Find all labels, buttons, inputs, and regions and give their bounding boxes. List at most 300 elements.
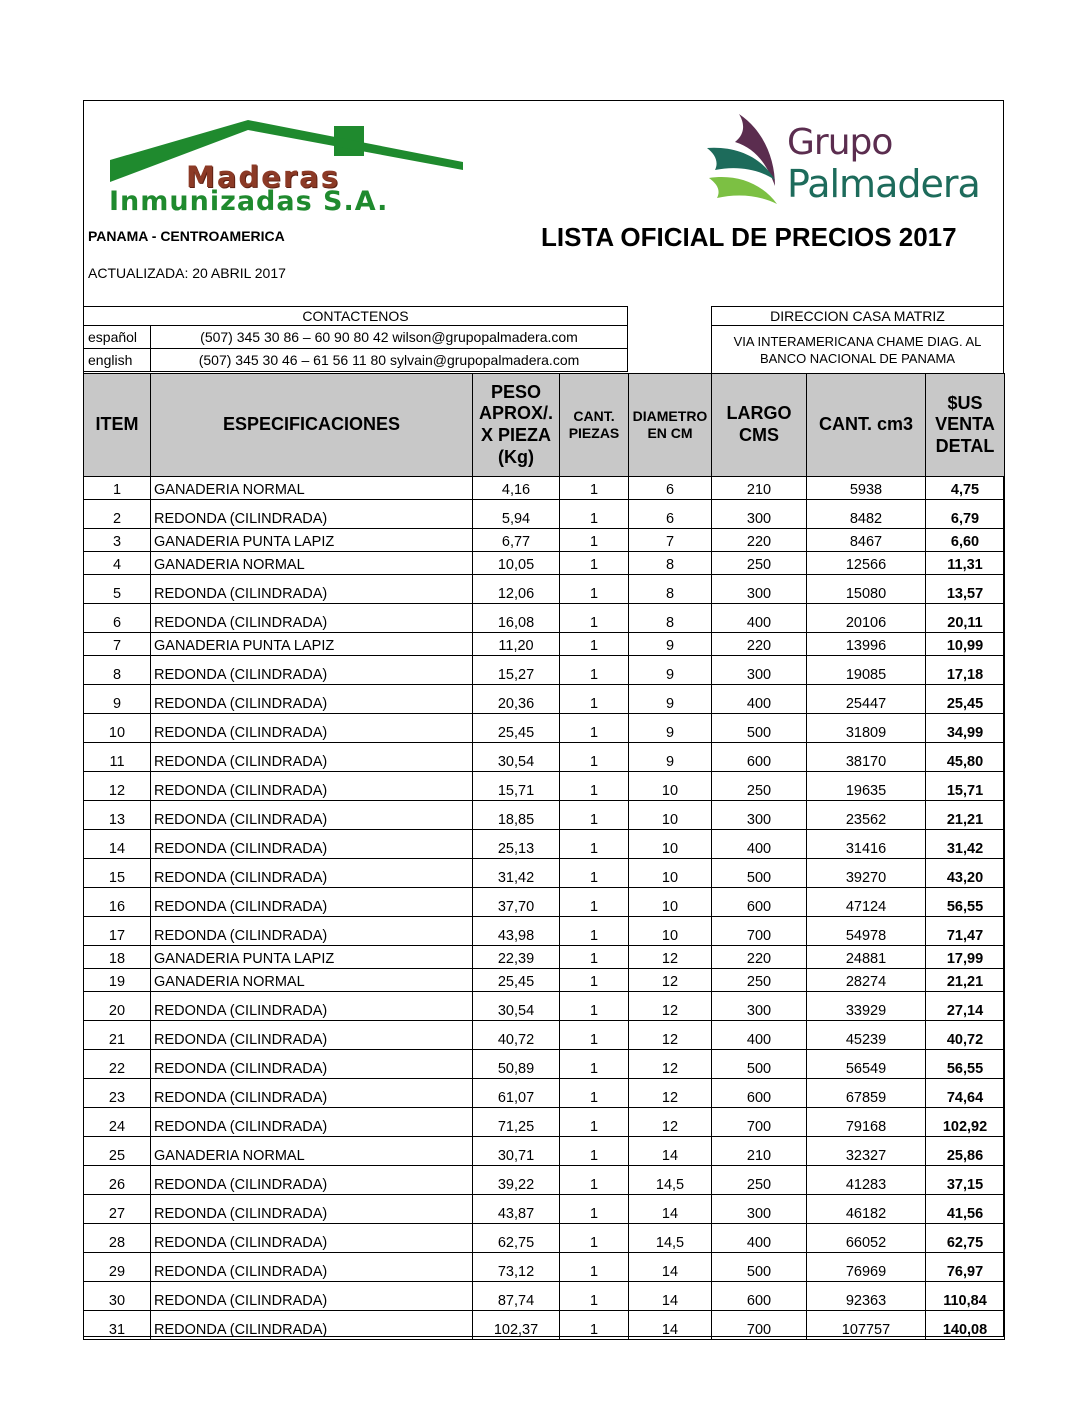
table-row [84,633,1005,656]
header-largo-line: CMS [739,425,779,445]
row-diametro: 10 [629,830,712,859]
row-cm3: 20106 [807,604,926,633]
row-peso: 50,89 [473,1050,560,1079]
row-cant: 1 [560,714,629,743]
row-diametro: 10 [629,859,712,888]
row-venta: 10,99 [926,633,1005,656]
contact-row [84,326,628,349]
page-title: LISTA OFICIAL DE PRECIOS 2017 [541,222,957,252]
row-venta: 15,71 [926,772,1005,801]
row-peso: 30,71 [473,1137,560,1166]
row-peso: 5,94 [473,500,560,529]
col-header-diametro [629,374,712,477]
row-spec: REDONDA (CILINDRADA) [151,1108,473,1137]
row-largo: 400 [712,830,807,859]
row-largo: 300 [712,801,807,830]
row-cant: 1 [560,575,629,604]
contact-row [84,349,628,372]
row-diametro: 12 [629,969,712,992]
row-item: 30 [84,1282,151,1311]
row-cant: 1 [560,1311,629,1340]
row-item: 3 [84,529,151,552]
contact-details: (507) 345 30 86 – 60 90 80 42 wilson@grupopalmadera.com [151,326,628,349]
row-item: 23 [84,1079,151,1108]
table-row [84,500,1005,529]
row-largo: 600 [712,888,807,917]
row-spec: REDONDA (CILINDRADA) [151,685,473,714]
table-row [84,830,1005,859]
header-spec-text: ESPECIFICACIONES [222,414,401,435]
row-venta: 74,64 [926,1079,1005,1108]
row-peso: 20,36 [473,685,560,714]
row-peso: 39,22 [473,1166,560,1195]
row-diametro: 10 [629,888,712,917]
row-cm3: 24881 [807,946,926,969]
row-item: 28 [84,1224,151,1253]
row-peso: 43,98 [473,917,560,946]
header-cant-line: PIEZAS [568,425,620,441]
header-largo-line: LARGO [726,403,792,424]
row-peso: 25,45 [473,969,560,992]
row-cm3: 79168 [807,1108,926,1137]
row-venta: 56,55 [926,1050,1005,1079]
row-venta: 13,57 [926,575,1005,604]
contact-table [83,306,628,372]
col-header-item [84,374,151,477]
row-cant: 1 [560,946,629,969]
row-largo: 250 [712,969,807,992]
logo-palmadera-word: Palmadera [787,162,980,206]
row-cant: 1 [560,917,629,946]
row-cant: 1 [560,969,629,992]
row-cant: 1 [560,477,629,500]
row-cm3: 28274 [807,969,926,992]
row-largo: 600 [712,1079,807,1108]
row-item: 17 [84,917,151,946]
table-row [84,946,1005,969]
row-peso: 30,54 [473,743,560,772]
row-cm3: 31416 [807,830,926,859]
row-venta: 27,14 [926,992,1005,1021]
row-spec: REDONDA (CILINDRADA) [151,1195,473,1224]
row-venta: 25,45 [926,685,1005,714]
table-row [84,859,1005,888]
row-cant: 1 [560,1166,629,1195]
row-largo: 220 [712,946,807,969]
row-peso: 12,06 [473,575,560,604]
table-row [84,888,1005,917]
row-peso: 16,08 [473,604,560,633]
row-item: 29 [84,1253,151,1282]
row-cm3: 23562 [807,801,926,830]
row-diametro: 9 [629,656,712,685]
row-spec: GANADERIA PUNTA LAPIZ [151,946,473,969]
row-largo: 600 [712,1282,807,1311]
row-venta: 43,20 [926,859,1005,888]
row-largo: 250 [712,552,807,575]
row-peso: 25,13 [473,830,560,859]
row-diametro: 7 [629,529,712,552]
row-cant: 1 [560,772,629,801]
row-venta: 45,80 [926,743,1005,772]
table-row [84,772,1005,801]
row-diametro: 6 [629,500,712,529]
header-diametro-line: EN CM [647,425,693,441]
row-spec: REDONDA (CILINDRADA) [151,1050,473,1079]
row-venta: 102,92 [926,1108,1005,1137]
row-peso: 37,70 [473,888,560,917]
row-cm3: 32327 [807,1137,926,1166]
header-cm3-text: CANT. cm3 [818,414,914,435]
row-item: 9 [84,685,151,714]
row-venta: 17,99 [926,946,1005,969]
col-header-largo [712,374,807,477]
row-item: 7 [84,633,151,656]
row-cant: 1 [560,500,629,529]
row-diametro: 14,5 [629,1224,712,1253]
leaf-emblem-icon [705,112,785,212]
row-cm3: 12566 [807,552,926,575]
table-row [84,685,1005,714]
row-cm3: 39270 [807,859,926,888]
row-cant: 1 [560,1050,629,1079]
header-cant-line: CANT. [573,408,615,425]
row-diametro: 8 [629,552,712,575]
row-cant: 1 [560,888,629,917]
row-spec: GANADERIA NORMAL [151,477,473,500]
row-largo: 500 [712,1253,807,1282]
table-row [84,1079,1005,1108]
row-diametro: 9 [629,743,712,772]
row-spec: GANADERIA NORMAL [151,969,473,992]
table-row [84,714,1005,743]
row-item: 20 [84,992,151,1021]
header-venta-line: $US [947,392,983,413]
row-venta: 37,15 [926,1166,1005,1195]
row-peso: 4,16 [473,477,560,500]
row-item: 26 [84,1166,151,1195]
row-diametro: 14 [629,1282,712,1311]
row-cant: 1 [560,1282,629,1311]
row-largo: 300 [712,575,807,604]
row-item: 18 [84,946,151,969]
row-cant: 1 [560,604,629,633]
row-peso: 6,77 [473,529,560,552]
row-cm3: 107757 [807,1311,926,1340]
row-spec: GANADERIA PUNTA LAPIZ [151,633,473,656]
table-row [84,1224,1005,1253]
row-largo: 220 [712,529,807,552]
row-diametro: 12 [629,1108,712,1137]
row-cm3: 46182 [807,1195,926,1224]
row-spec: REDONDA (CILINDRADA) [151,1253,473,1282]
row-item: 1 [84,477,151,500]
row-spec: REDONDA (CILINDRADA) [151,801,473,830]
row-peso: 15,27 [473,656,560,685]
row-cant: 1 [560,529,629,552]
row-spec: REDONDA (CILINDRADA) [151,917,473,946]
row-venta: 17,18 [926,656,1005,685]
row-item: 8 [84,656,151,685]
logo-grupo-word: Grupo [787,122,893,163]
row-largo: 210 [712,1137,807,1166]
row-peso: 25,45 [473,714,560,743]
row-cm3: 33929 [807,992,926,1021]
header-diametro-line: DIAMETRO [632,408,708,425]
table-header-row [84,374,1005,477]
row-venta: 6,79 [926,500,1005,529]
row-cm3: 45239 [807,1021,926,1050]
row-spec: REDONDA (CILINDRADA) [151,604,473,633]
row-spec: REDONDA (CILINDRADA) [151,743,473,772]
row-cant: 1 [560,830,629,859]
row-venta: 76,97 [926,1253,1005,1282]
table-row [84,656,1005,685]
row-spec: REDONDA (CILINDRADA) [151,1282,473,1311]
address-line-1: VIA INTERAMERICANA CHAME DIAG. AL [733,334,982,349]
row-peso: 102,37 [473,1311,560,1340]
header-venta-line: DETAL [935,435,995,456]
row-item: 5 [84,575,151,604]
row-item: 12 [84,772,151,801]
row-diametro: 12 [629,992,712,1021]
header-peso-line: PESO [490,381,542,402]
row-cm3: 47124 [807,888,926,917]
row-largo: 250 [712,772,807,801]
row-venta: 21,21 [926,969,1005,992]
row-cant: 1 [560,1079,629,1108]
row-spec: REDONDA (CILINDRADA) [151,992,473,1021]
table-row [84,917,1005,946]
row-diametro: 6 [629,477,712,500]
row-diametro: 8 [629,604,712,633]
row-cant: 1 [560,1224,629,1253]
price-table [83,373,1005,1340]
row-largo: 300 [712,656,807,685]
row-cm3: 92363 [807,1282,926,1311]
row-cant: 1 [560,685,629,714]
row-diametro: 14 [629,1253,712,1282]
row-cm3: 76969 [807,1253,926,1282]
row-peso: 40,72 [473,1021,560,1050]
row-largo: 220 [712,633,807,656]
row-cant: 1 [560,859,629,888]
row-venta: 4,75 [926,477,1005,500]
address-heading: DIRECCION CASA MATRIZ [711,306,1004,326]
row-item: 21 [84,1021,151,1050]
row-peso: 43,87 [473,1195,560,1224]
table-row [84,1311,1005,1340]
table-row [84,1021,1005,1050]
row-peso: 18,85 [473,801,560,830]
row-diametro: 10 [629,772,712,801]
row-venta: 71,47 [926,917,1005,946]
table-row [84,992,1005,1021]
row-peso: 87,74 [473,1282,560,1311]
row-venta: 20,11 [926,604,1005,633]
col-header-cant [560,374,629,477]
row-item: 4 [84,552,151,575]
row-peso: 11,20 [473,633,560,656]
row-venta: 56,55 [926,888,1005,917]
row-spec: REDONDA (CILINDRADA) [151,1166,473,1195]
row-diametro: 12 [629,1079,712,1108]
row-item: 14 [84,830,151,859]
price-table-body [84,477,1005,1340]
table-row [84,1050,1005,1079]
row-spec: REDONDA (CILINDRADA) [151,1311,473,1340]
row-cm3: 66052 [807,1224,926,1253]
row-cant: 1 [560,743,629,772]
row-cm3: 56549 [807,1050,926,1079]
table-row [84,477,1005,500]
row-largo: 400 [712,685,807,714]
col-header-spec [151,374,473,477]
row-diametro: 9 [629,685,712,714]
row-spec: REDONDA (CILINDRADA) [151,1224,473,1253]
row-item: 13 [84,801,151,830]
row-item: 15 [84,859,151,888]
row-largo: 500 [712,1050,807,1079]
row-spec: REDONDA (CILINDRADA) [151,1079,473,1108]
row-diametro: 14 [629,1137,712,1166]
row-item: 10 [84,714,151,743]
row-cm3: 19085 [807,656,926,685]
table-row [84,801,1005,830]
col-header-venta [926,374,1005,477]
table-row [84,1108,1005,1137]
row-peso: 30,54 [473,992,560,1021]
logo-maderas-word: Maderas [186,160,340,194]
table-row [84,529,1005,552]
table-row [84,969,1005,992]
row-spec: REDONDA (CILINDRADA) [151,772,473,801]
row-peso: 10,05 [473,552,560,575]
row-diametro: 8 [629,575,712,604]
table-row [84,743,1005,772]
grupo-palmadera-logo [705,112,985,212]
row-diametro: 9 [629,714,712,743]
logo-inmunizadas-word: Inmunizadas S.A. [109,186,389,217]
row-largo: 250 [712,1166,807,1195]
row-item: 25 [84,1137,151,1166]
header-venta-line: VENTA [935,414,995,435]
contact-heading: CONTACTENOS [84,307,628,326]
row-item: 22 [84,1050,151,1079]
row-largo: 400 [712,1021,807,1050]
row-item: 27 [84,1195,151,1224]
row-venta: 21,21 [926,801,1005,830]
row-spec: GANADERIA NORMAL [151,1137,473,1166]
row-item: 16 [84,888,151,917]
contact-details: (507) 345 30 46 – 61 56 11 80 sylvain@grupopalmadera.com [151,349,628,372]
header-item-text: ITEM [95,414,139,435]
table-row [84,1195,1005,1224]
row-venta: 41,56 [926,1195,1005,1224]
row-item: 2 [84,500,151,529]
row-largo: 300 [712,500,807,529]
row-peso: 15,71 [473,772,560,801]
row-largo: 400 [712,604,807,633]
row-cm3: 19635 [807,772,926,801]
row-cant: 1 [560,656,629,685]
header-peso-line: APROX/. [478,403,553,424]
table-row [84,1253,1005,1282]
row-cm3: 8482 [807,500,926,529]
row-diametro: 10 [629,801,712,830]
row-cm3: 5938 [807,477,926,500]
contact-lang: español [84,326,151,349]
row-cant: 1 [560,552,629,575]
row-cm3: 15080 [807,575,926,604]
row-cant: 1 [560,992,629,1021]
row-cm3: 67859 [807,1079,926,1108]
row-cant: 1 [560,801,629,830]
row-largo: 300 [712,1195,807,1224]
maderas-inmunizadas-logo [108,118,468,218]
row-largo: 300 [712,992,807,1021]
row-spec: REDONDA (CILINDRADA) [151,830,473,859]
row-venta: 31,42 [926,830,1005,859]
row-venta: 34,99 [926,714,1005,743]
header-peso-line: (Kg) [498,446,534,467]
row-cm3: 54978 [807,917,926,946]
row-cant: 1 [560,1021,629,1050]
row-spec: REDONDA (CILINDRADA) [151,575,473,604]
row-spec: REDONDA (CILINDRADA) [151,500,473,529]
address-box [711,326,1004,374]
row-peso: 31,42 [473,859,560,888]
row-diametro: 12 [629,1021,712,1050]
row-spec: REDONDA (CILINDRADA) [151,1021,473,1050]
row-peso: 61,07 [473,1079,560,1108]
table-row [84,575,1005,604]
row-cant: 1 [560,1108,629,1137]
row-spec: GANADERIA NORMAL [151,552,473,575]
row-item: 6 [84,604,151,633]
row-venta: 25,86 [926,1137,1005,1166]
row-cm3: 31809 [807,714,926,743]
row-diametro: 14 [629,1311,712,1340]
row-diametro: 12 [629,1050,712,1079]
row-venta: 140,08 [926,1311,1005,1340]
row-venta: 40,72 [926,1021,1005,1050]
row-cm3: 13996 [807,633,926,656]
updated-date: ACTUALIZADA: 20 ABRIL 2017 [88,265,286,281]
row-cant: 1 [560,1137,629,1166]
row-diametro: 14 [629,1195,712,1224]
row-cm3: 25447 [807,685,926,714]
row-spec: REDONDA (CILINDRADA) [151,888,473,917]
location-label: PANAMA - CENTROAMERICA [88,228,285,244]
row-spec: GANADERIA PUNTA LAPIZ [151,529,473,552]
row-cant: 1 [560,633,629,656]
row-cm3: 38170 [807,743,926,772]
row-item: 31 [84,1311,151,1340]
table-row [84,1282,1005,1311]
row-largo: 210 [712,477,807,500]
row-peso: 62,75 [473,1224,560,1253]
row-diametro: 12 [629,946,712,969]
row-venta: 11,31 [926,552,1005,575]
row-cm3: 41283 [807,1166,926,1195]
row-spec: REDONDA (CILINDRADA) [151,859,473,888]
row-venta: 62,75 [926,1224,1005,1253]
table-row [84,1166,1005,1195]
row-largo: 700 [712,917,807,946]
row-cant: 1 [560,1253,629,1282]
row-cm3: 8467 [807,529,926,552]
